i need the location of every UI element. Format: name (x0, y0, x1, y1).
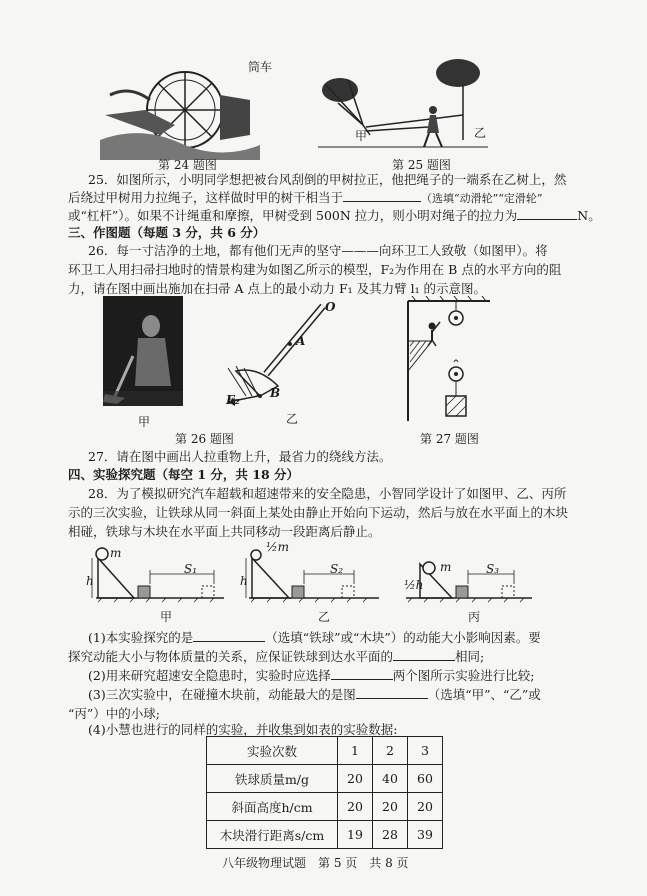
label-O: O (325, 300, 336, 314)
exp-label-jia: 甲 (160, 610, 173, 624)
fig26-caption: 第 26 题图 (175, 432, 234, 446)
figure-26-photo (103, 296, 183, 406)
fig25-yi-label: 乙 (474, 126, 487, 140)
fig25-jia-label: 甲 (355, 129, 368, 143)
fig27-caption: 第 27 题图 (420, 432, 479, 446)
table-header-cell: 2 (373, 737, 408, 765)
table-cell: 19 (338, 821, 373, 849)
q25-line1: 25．如图所示，小明同学想把被台风刮倒的甲树拉正，他把绳子的一端系在乙树上，然 (88, 172, 567, 187)
section3-heading: 三、作图题（每题 3 分，共 6 分） (68, 225, 266, 240)
table-cell: 60 (408, 765, 443, 793)
q28-p2: (2)用来研究超速安全隐患时，实验时应选择 两个图所示实验进行比较; (88, 668, 535, 683)
table-cell: 39 (408, 821, 443, 849)
label-B: B (270, 386, 281, 400)
mass-label-jia: m (110, 546, 122, 560)
q26-line3: 力，请在图中画出施加在扫帚 A 点上的最小动力 F₁ 及其力臂 l₁ 的示意图。 (68, 281, 487, 296)
section4-heading: 四、实验探究题（每空 1 分，共 18 分） (68, 467, 300, 482)
q26-line1: 26．每一寸洁净的土地，都有他们无声的坚守———向环卫工人致敬（如图甲）。将 (88, 243, 548, 258)
experiment-yi (246, 550, 379, 602)
table-row (207, 821, 443, 849)
q28-p3-line1: (3)三次实验中，在碰撞木块前，动能最大的是图 （选填“甲”、“乙”或 (88, 687, 541, 702)
label-F2: F₂ (226, 393, 240, 407)
table-cell: 40 (373, 765, 408, 793)
q26-line2: 环卫工人用扫帚扫地时的情景构建为如图乙所示的模型，F₂为作用在 B 点的水平方向的阻 (68, 262, 562, 277)
page-footer: 八年级物理试题 第 5 页 共 8 页 (222, 856, 409, 870)
mass-label-bing: m (440, 560, 452, 574)
experiment-diagrams (84, 540, 534, 615)
height-label-jia: h (86, 574, 94, 588)
figure-27-pulley (400, 296, 495, 424)
dist-label-s3: S₃ (486, 562, 500, 576)
table-header-cell: 实验次数 (207, 737, 338, 765)
figure-24-waterwheel (100, 55, 260, 160)
row-label-mass: 铁球质量m/g (207, 765, 338, 793)
experiment-data-table (206, 736, 443, 849)
table-header-row (207, 737, 443, 765)
fig24-label: 筒车 (248, 60, 273, 74)
exp-label-yi: 乙 (318, 610, 331, 624)
q28-p1-line1: (1)本实验探究的是 （选填“铁球”或“木块”）的动能大小影响因素。要 (88, 630, 541, 645)
q28-p1-line2: 探究动能大小与物体质量的关系，应保证铁球到达水平面的 相同; (68, 649, 485, 664)
dist-label-s1: S₁ (184, 562, 198, 576)
dist-label-s2: S₂ (330, 562, 344, 576)
fig26-yi-label: 乙 (286, 412, 299, 426)
table-row (207, 793, 443, 821)
height-label-yi: h (240, 574, 248, 588)
exp-label-bing: 丙 (468, 610, 481, 624)
q25-line2: 后绕过甲树用力拉绳子，这样做时甲的树干相当于 （选填“动滑轮”“定滑轮” (68, 190, 543, 205)
q27-text: 27．请在图中画出人拉重物上升，最省力的绕线方法。 (88, 449, 392, 464)
q28-p4: (4)小慧也进行的同样的实验，并收集到如表的实验数据: (88, 722, 398, 737)
mass-label-yi: ½m (266, 540, 290, 554)
table-cell: 20 (408, 793, 443, 821)
height-label-bing: ½h (404, 578, 424, 592)
q28-p3-line2: “丙”）中的小球; (68, 706, 160, 721)
table-cell: 20 (373, 793, 408, 821)
table-header-cell: 3 (408, 737, 443, 765)
fig26-jia-label: 甲 (138, 415, 151, 429)
table-cell: 28 (373, 821, 408, 849)
label-A: A (296, 334, 306, 348)
q28-line3: 相碰，铁球与木块在水平面上共同移动一段距离后静止。 (68, 524, 381, 539)
row-label-distance: 木块滑行距离s/cm (207, 821, 338, 849)
figure-25-trees (318, 55, 488, 155)
row-label-height: 斜面高度h/cm (207, 793, 338, 821)
table-cell: 20 (338, 765, 373, 793)
table-header-cell: 1 (338, 737, 373, 765)
q25-line3: 或“杠杆”）。如果不计绳重和摩擦，甲树受到 500N 拉力，则小明对绳子的拉力为 N。 (68, 208, 601, 223)
q28-line1: 28．为了模拟研究汽车超载和超速带来的安全隐患，小智同学设计了如图甲、乙、丙所 (88, 486, 567, 501)
q28-line2: 示的三次实验，让铁球从同一斜面上某处由静止开始向下运动，然后与放在水平面上的木块 (68, 505, 569, 520)
fig25-caption: 第 25 题图 (392, 158, 451, 172)
fig24-caption: 第 24 题图 (158, 158, 217, 172)
table-cell: 20 (338, 793, 373, 821)
experiment-bing (406, 562, 532, 602)
table-row (207, 765, 443, 793)
